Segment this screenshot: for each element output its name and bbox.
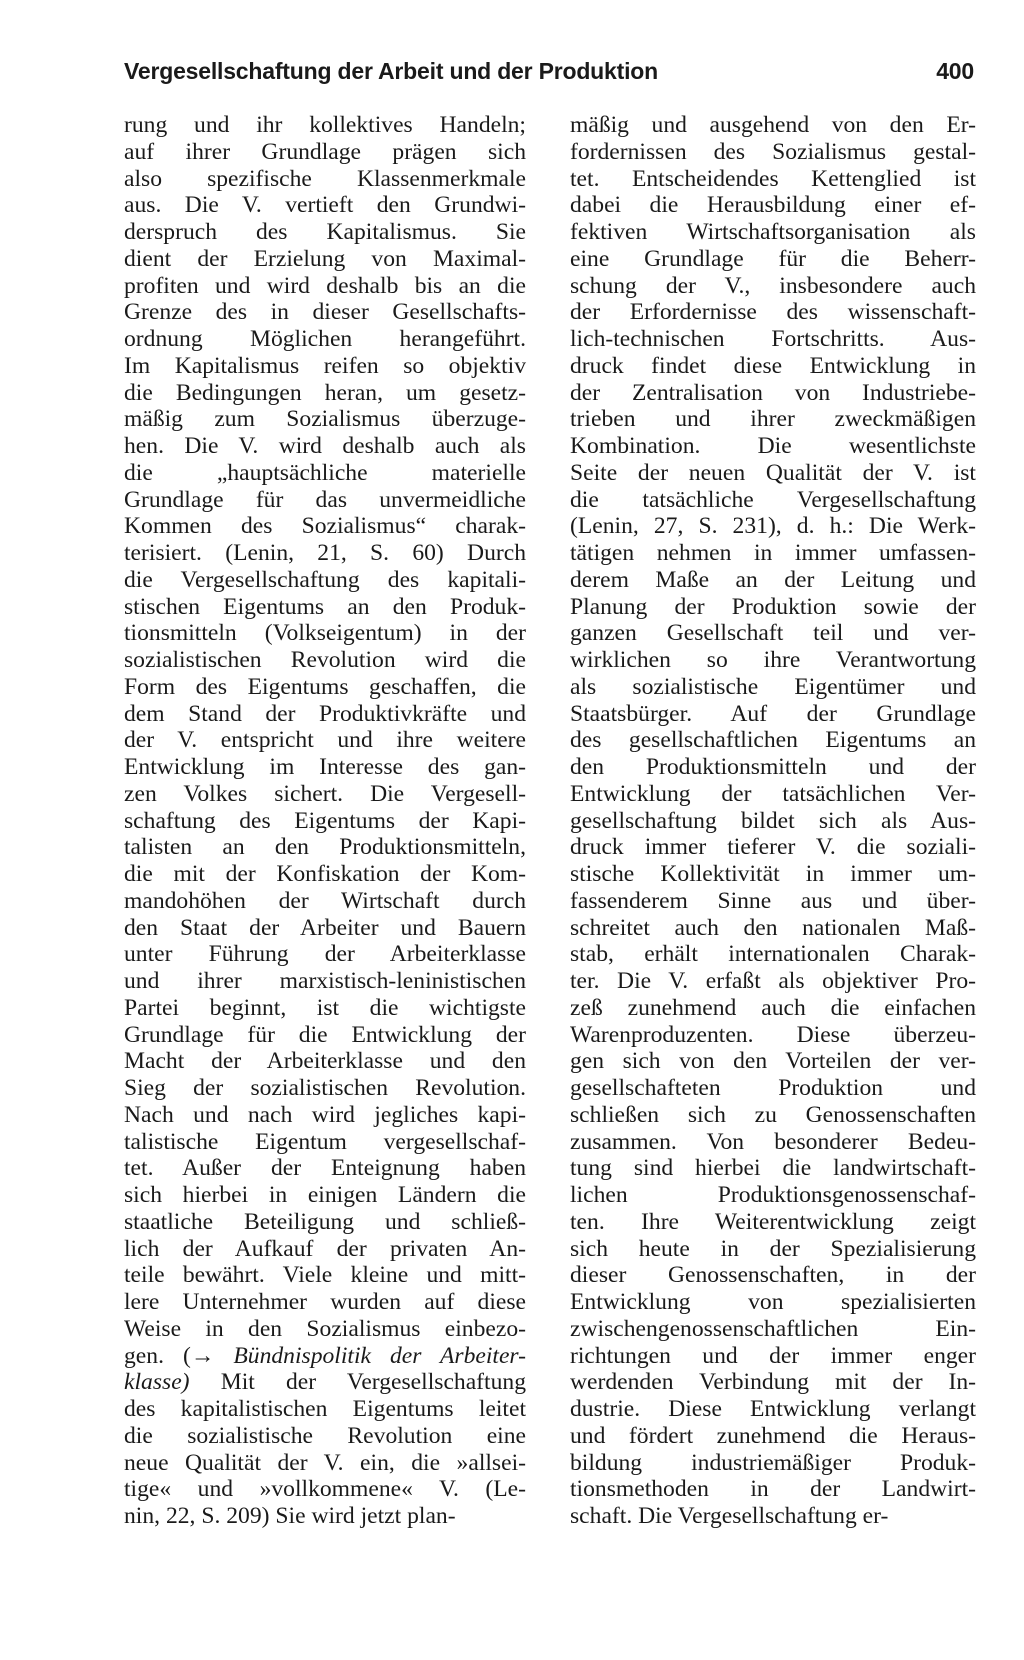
text-line: dieser Genossenschaften, in der — [570, 1262, 976, 1289]
running-head — [124, 58, 974, 98]
text-line: auf ihrer Grundlage prägen sich — [124, 138, 526, 165]
text-line: Planung der Produktion sowie der — [570, 593, 976, 620]
text-line: Warenproduzenten. Diese überzeu- — [570, 1021, 976, 1048]
text-line: fektiven Wirtschaftsorganisation als — [570, 219, 976, 245]
text-line: schaft. Die Vergesellschaftung er- — [570, 1503, 889, 1529]
text-line: den Produktionsmitteln und der — [570, 754, 976, 780]
text-line: rung und ihr kollektives Handeln; — [124, 112, 526, 138]
text-line: terisiert. (Lenin, 21, S. 60) Durch — [124, 540, 526, 566]
text-line: sich hierbei in einigen Ländern die — [124, 1182, 526, 1208]
text-line: sozialistischen Revolution wird die — [124, 647, 526, 673]
text-line: (Lenin, 27, S. 231), d. h.: Die Werk- — [570, 513, 976, 540]
right-column — [570, 112, 976, 1530]
text-line: Sieg der sozialistischen Revolution. — [124, 1075, 526, 1101]
text-line: gesellschaftung bildet sich als Aus- — [570, 807, 976, 834]
text-line: dient der Erzielung von Maximal- — [124, 245, 526, 272]
text-line: tung sind hierbei die landwirtschaft- — [570, 1155, 976, 1182]
text-line: lere Unternehmer wurden auf diese — [124, 1289, 526, 1315]
text-line: teile bewährt. Viele kleine und mitt- — [124, 1262, 526, 1289]
text-line: stische Kollektivität in immer um- — [570, 861, 976, 887]
text-line: hen. Die V. wird deshalb auch als — [124, 433, 526, 459]
text-line: schung der V., insbesondere auch — [570, 272, 976, 299]
text-line: derem Maße an der Leitung und — [570, 566, 976, 593]
text-line: die Vergesellschaftung des kapitali- — [124, 566, 526, 593]
text-line: dem Stand der Produktivkräfte und — [124, 700, 526, 727]
text-line: gen. (→ Bündnispolitik der Arbeiter- — [124, 1342, 526, 1369]
text-line: schaftung des Eigentums der Kapi- — [124, 807, 526, 834]
text-line: die „hauptsächliche materielle — [124, 459, 526, 486]
text-line: der Zentralisation von Industriebe- — [570, 379, 976, 406]
text-line: gen sich von den Vorteilen der ver- — [570, 1048, 976, 1075]
text-line: Kombination. Die wesentlichste — [570, 433, 976, 459]
text-line: ordnung Möglichen herangeführt. — [124, 326, 526, 352]
text-line: talistische Eigentum vergesellschaf- — [124, 1128, 526, 1155]
text-line: tige« und »vollkommene« V. (Le- — [124, 1476, 526, 1503]
text-line: stischen Eigentums an den Produk- — [124, 593, 526, 620]
text-line: mäßig und ausgehend von den Er- — [570, 112, 976, 138]
text-line: stab, erhält internationalen Charak- — [570, 941, 976, 968]
text-line: Staatsbürger. Auf der Grundlage — [570, 700, 976, 727]
text-line: mandohöhen der Wirtschaft durch — [124, 887, 526, 914]
text-line: fordernissen des Sozialismus gestal- — [570, 138, 976, 165]
text-line: aus. Die V. vertieft den Grundwi- — [124, 192, 526, 219]
text-line: die mit der Konfiskation der Kom- — [124, 861, 526, 887]
text-line: bildung industriemäßiger Produk- — [570, 1449, 976, 1476]
page-number: 400 — [936, 58, 974, 84]
text-line: die tatsächliche Vergesellschaftung — [570, 486, 976, 513]
text-line: schreitet auch den nationalen Maß- — [570, 914, 976, 941]
text-line: zusammen. Von besonderer Bedeu- — [570, 1128, 976, 1155]
text-line: talisten an den Produktionsmitteln, — [124, 834, 526, 861]
text-line: fassenderem Sinne aus und über- — [570, 887, 976, 914]
text-line: wirklichen so ihre Verantwortung — [570, 647, 976, 673]
text-line: druck immer tieferer V. die soziali- — [570, 834, 976, 861]
text-line: Nach und nach wird jegliches kapi- — [124, 1101, 526, 1128]
text-line: werdenden Verbindung mit der In- — [570, 1369, 976, 1396]
text-line: Grenze des in dieser Gesellschafts- — [124, 299, 526, 326]
text-line: derspruch des Kapitalismus. Sie — [124, 219, 526, 245]
text-line: ten. Ihre Weiterentwicklung zeigt — [570, 1208, 976, 1235]
text-line: Entwicklung der tatsächlichen Ver- — [570, 780, 976, 807]
text-line: der Erfordernisse des wissenschaft- — [570, 299, 976, 326]
text-line: ganzen Gesellschaft teil und ver- — [570, 620, 976, 647]
text-line: richtungen und der immer enger — [570, 1342, 976, 1369]
text-line: Grundlage für die Entwicklung der — [124, 1021, 526, 1048]
text-line: druck findet diese Entwicklung in — [570, 352, 976, 379]
text-line: Seite der neuen Qualität der V. ist — [570, 459, 976, 486]
text-line: staatliche Beteiligung und schließ- — [124, 1208, 526, 1235]
text-line: Grundlage für das unvermeidliche — [124, 486, 526, 513]
text-line: tet. Entscheidendes Kettenglied ist — [570, 165, 976, 192]
text-line: dabei die Herausbildung einer ef- — [570, 192, 976, 219]
text-line: und ihrer marxistisch-leninistischen — [124, 968, 526, 994]
text-line: den Staat der Arbeiter und Bauern — [124, 914, 526, 941]
text-line: Partei beginnt, ist die wichtigste — [124, 994, 526, 1021]
text-line: und fördert zunehmend die Heraus- — [570, 1422, 976, 1449]
text-line: zwischengenossenschaftlichen Ein- — [570, 1315, 976, 1342]
left-column — [124, 112, 526, 1530]
text-line: lich-technischen Fortschritts. Aus- — [570, 326, 976, 352]
text-line: also spezifische Klassenmerkmale — [124, 165, 526, 192]
text-line: tionsmitteln (Volkseigentum) in der — [124, 620, 526, 647]
text-line: lichen Produktionsgenossenschaf- — [570, 1182, 976, 1208]
text-line: tet. Außer der Enteignung haben — [124, 1155, 526, 1182]
text-line: schließen sich zu Genossenschaften — [570, 1101, 976, 1128]
text-line: dustrie. Diese Entwicklung verlangt — [570, 1396, 976, 1422]
text-line: Form des Eigentums geschaffen, die — [124, 673, 526, 700]
text-line: die Bedingungen heran, um gesetz- — [124, 379, 526, 406]
text-line: Macht der Arbeiterklasse und den — [124, 1048, 526, 1075]
text-line: als sozialistische Eigentümer und — [570, 673, 976, 700]
text-line: gesellschafteten Produktion und — [570, 1075, 976, 1101]
text-line: des kapitalistischen Eigentums leitet — [124, 1396, 526, 1422]
text-line: unter Führung der Arbeiterklasse — [124, 941, 526, 968]
text-line: nin, 22, S. 209) Sie wird jetzt plan- — [124, 1503, 456, 1529]
text-line: profiten und wird deshalb bis an die — [124, 272, 526, 299]
text-line: der V. entspricht und ihre weitere — [124, 727, 526, 754]
text-line: lich der Aufkauf der privaten An- — [124, 1235, 526, 1262]
text-line: Entwicklung im Interesse des gan- — [124, 754, 526, 780]
text-line: trieben und ihrer zweckmäßigen — [570, 406, 976, 433]
text-line: Weise in den Sozialismus einbezo- — [124, 1315, 526, 1342]
text-line: des gesellschaftlichen Eigentums an — [570, 727, 976, 754]
text-line: die sozialistische Revolution eine — [124, 1422, 526, 1449]
text-line: neue Qualität der V. ein, die »allsei- — [124, 1449, 526, 1476]
text-line: tionsmethoden in der Landwirt- — [570, 1476, 976, 1503]
text-line: eine Grundlage für die Beherr- — [570, 245, 976, 272]
text-line: zen Volkes sichert. Die Vergesell- — [124, 780, 526, 807]
text-line: Kommen des Sozialismus“ charak- — [124, 513, 526, 540]
running-title: Vergesellschaftung der Arbeit und der Produktion — [124, 58, 658, 84]
text-line: mäßig zum Sozialismus überzuge- — [124, 406, 526, 433]
text-line: tätigen nehmen in immer umfassen- — [570, 540, 976, 566]
text-line: zeß zunehmend auch die einfachen — [570, 994, 976, 1021]
text-line: ter. Die V. erfaßt als objektiver Pro- — [570, 968, 976, 994]
text-line: Im Kapitalismus reifen so objektiv — [124, 352, 526, 379]
text-line: klasse) Mit der Vergesellschaftung — [124, 1369, 526, 1396]
text-line: sich heute in der Spezialisierung — [570, 1235, 976, 1262]
text-line: Entwicklung von spezialisierten — [570, 1289, 976, 1315]
